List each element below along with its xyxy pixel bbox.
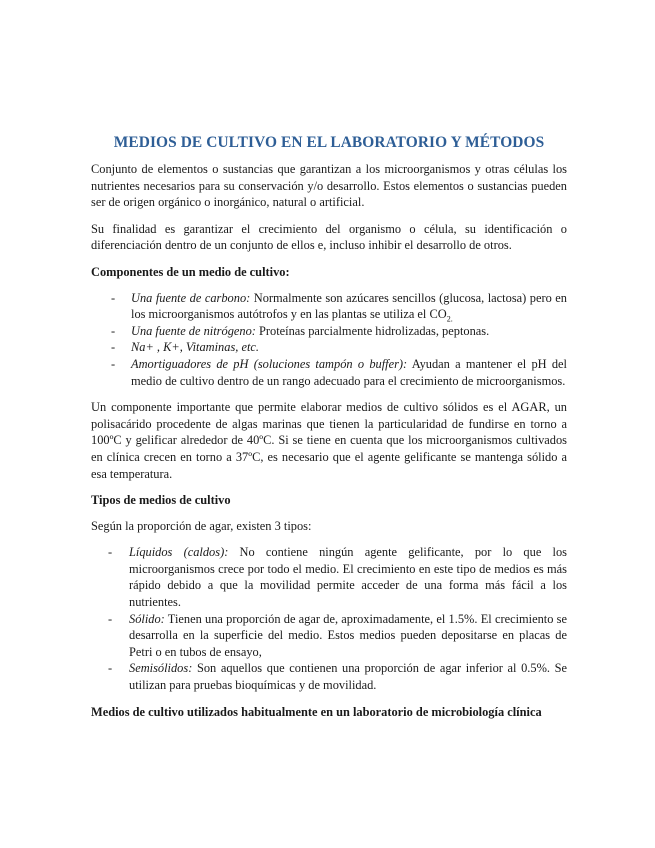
final-heading: Medios de cultivo utilizados habitualmente en un laboratorio de microbiología clínica — [91, 704, 542, 719]
types-list — [108, 544, 567, 693]
dash-bullet: - — [111, 323, 116, 338]
list-item — [111, 290, 567, 323]
types-heading: Tipos de medios de cultivo — [91, 493, 231, 508]
intro-paragraph-2: Su finalidad es garantizar el crecimiento del organismo o célula, su identificación o diferenciación dentro de un conjunto de ellos e, incluso inhibir el desarrollo de otros. — [91, 221, 567, 253]
item-text: Normalmente son azúcares sencillos (glucosa, lactosa) pero en los microorganismos autótrofos y en las plantas se utiliza el CO — [131, 290, 567, 322]
item-term: Una fuente de carbono: — [131, 290, 251, 305]
intro-paragraph-1: Conjunto de elementos o sustancias que garantizan a los microorganismos y otras células los nutrientes necesarios para su conservación y/o desarrollo. Estos elementos o sustancias pueden ser de origen orgánico o inorgánico, natural o artificial. — [91, 162, 567, 210]
item-term: Amortiguadores de pH (soluciones tampón o buffer): — [131, 356, 408, 371]
item-text: Tienen una proporción de agar de, aproximadamente, el 1.5%. El crecimiento se desarrolla en la superficie del medio. Estos medios pueden depositarse en placas de Petri o en tubos de ensayo, — [129, 611, 567, 659]
components-list — [111, 290, 567, 390]
dash-bullet: - — [108, 545, 113, 560]
item-text: Ayudan a mantener el pH del medio de cultivo dentro de un rango adecuado para el crecimiento de microorganismos. — [131, 356, 567, 388]
list-item — [108, 544, 567, 610]
dash-bullet: - — [108, 661, 113, 676]
item-term: Una fuente de nitrógeno: — [131, 323, 256, 338]
item-term: Semisólidos: — [129, 661, 193, 676]
components-heading: Componentes de un medio de cultivo: — [91, 264, 290, 279]
types-intro: Según la proporción de agar, existen 3 tipos: — [91, 518, 312, 533]
item-text: Proteínas parcialmente hidrolizadas, peptonas. — [255, 323, 490, 338]
dash-bullet: - — [111, 290, 116, 305]
item-subscript: 2. — [446, 314, 453, 324]
list-item — [108, 660, 567, 693]
item-text: No contiene ningún agente gelificante, por lo que los microorganismos crece por todo el medio. El crecimiento en este tipo de medios es más rápido debido a que la movilidad permite acceder de una forma más fácil a los nutrientes. — [129, 545, 567, 610]
list-item — [111, 356, 567, 389]
list-item — [108, 611, 567, 661]
list-item — [111, 339, 567, 356]
dash-bullet: - — [108, 611, 113, 626]
list-item — [111, 323, 567, 340]
item-term: Líquidos (caldos): — [129, 545, 229, 560]
document-title: MEDIOS DE CULTIVO EN EL LABORATORIO Y MÉTODOS — [113, 134, 545, 151]
dash-bullet: - — [111, 356, 116, 371]
item-term: Sólido: — [129, 611, 165, 626]
item-term: Na+ , K+, Vitaminas, etc. — [131, 340, 260, 355]
item-text: Son aquellos que contienen una proporción de agar inferior al 0.5%. Se utilizan para pruebas bioquímicas y de movilidad. — [129, 661, 567, 693]
agar-paragraph: Un componente importante que permite elaborar medios de cultivo sólidos es el AGAR, un polisacárido procedente de algas marinas que tienen la particularidad de fundirse en torno a 100ºC y gelificar alrededor de 40ºC. Si se tiene en cuenta que los microorganismos cultivados en clínica crecen en torno a 37ºC, es necesario que el agente gelificante se mantenga sólido a esa temperatura. — [91, 400, 567, 481]
dash-bullet: - — [111, 340, 116, 355]
